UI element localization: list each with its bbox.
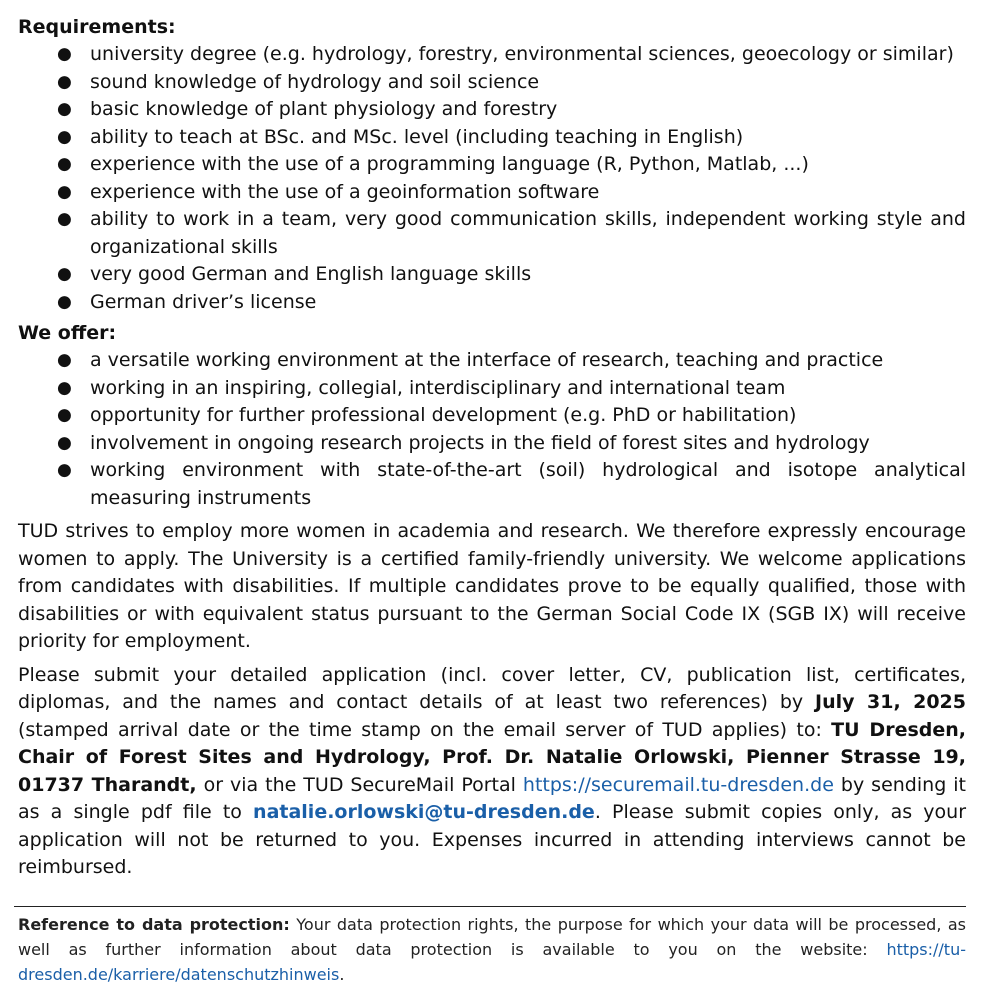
list-item [18, 430, 966, 458]
application-text-5: . Please submit copies only, as your application will not be returned to you. Expenses incurred in attending interviews cannot be reimbursed. [18, 801, 967, 878]
application-address: TU Dresden, Chair of Forest Sites and Hydrology, Prof. Dr. Natalie Orlowski, Pienner Strasse 19, 01737 Tharandt, [18, 718, 967, 796]
application-instructions [18, 662, 966, 882]
requirements-list [18, 41, 966, 316]
bullet-icon: ● [57, 209, 72, 229]
bullet-icon: ● [57, 291, 72, 312]
bullet-icon: ● [57, 432, 72, 453]
list-item [18, 375, 966, 403]
bullet-icon: ● [57, 181, 72, 202]
list-item-text: experience with the use of a geoinformation software [90, 180, 600, 203]
list-item [18, 457, 966, 512]
bullet-icon: ● [57, 460, 72, 480]
application-text-4: by sending it as a single pdf file to [18, 773, 966, 823]
data-protection-text: Your data protection rights, the purpose for which your data will be processed, as well as further information about data protection is available to you on the website: [18, 915, 967, 959]
bullet-icon: ● [57, 350, 72, 370]
list-item [18, 151, 966, 179]
list-item-text: ability to work in a team, very good communication skills, independent working style and organizational skills [90, 208, 966, 258]
list-item-text: sound knowledge of hydrology and soil science [90, 70, 540, 93]
application-deadline: July 31, 2025 [815, 691, 966, 713]
bullet-icon: ● [57, 71, 72, 92]
bullet-icon: ● [57, 99, 72, 119]
bullet-icon: ● [57, 377, 72, 398]
list-item-text: working environment with state-of-the-art (soil) hydrological and isotope analytical measuring instruments [90, 459, 966, 509]
footer-divider [14, 906, 966, 907]
bullet-icon: ● [57, 405, 72, 425]
list-item [18, 124, 966, 152]
list-item [18, 289, 966, 317]
securemail-portal-link[interactable]: https://securemail.tu-dresden.de [522, 773, 834, 796]
bullet-icon: ● [57, 154, 72, 174]
list-item [18, 179, 966, 207]
diversity-statement: TUD strives to employ more women in academia and research. We therefore expressly encourage women to apply. The University is a certified family-friendly university. We welcome applications from candidates with disabilities. If multiple candidates prove to be equally qualified, those with disabilities or with equivalent status pursuant to the German Social Code IX (SGB IX) will receive priority for employment. [18, 520, 966, 652]
offer-heading: We offer: [18, 322, 117, 344]
data-protection-note [18, 912, 966, 987]
list-item [18, 402, 966, 430]
data-protection-label: Reference to data protection: [18, 915, 290, 934]
contact-email-link[interactable]: natalie.orlowski@tu-dresden.de [253, 801, 595, 823]
list-item-text: involvement in ongoing research projects in the field of forest sites and hydrology [90, 431, 870, 454]
offer-list [18, 347, 966, 512]
requirements-heading: Requirements: [18, 16, 176, 38]
application-text-2: (stamped arrival date or the time stamp on the email server of TUD applies) to: [18, 718, 822, 741]
list-item-text: German driver’s license [90, 290, 317, 313]
data-protection-link[interactable]: https://tu-dresden.de/karriere/datenschutzhinweis [18, 940, 966, 984]
list-item-text: basic knowledge of plant physiology and forestry [90, 98, 558, 120]
list-item-text: ability to teach at BSc. and MSc. level (including teaching in English) [90, 125, 744, 148]
list-item [18, 347, 966, 375]
bullet-icon: ● [57, 126, 72, 147]
list-item-text: experience with the use of a programming language (R, Python, Matlab, ...) [90, 153, 809, 175]
list-item [18, 261, 966, 289]
list-item-text: a versatile working environment at the interface of research, teaching and practice [90, 349, 884, 371]
list-item [18, 96, 966, 124]
list-item-text: working in an inspiring, collegial, interdisciplinary and international team [90, 376, 786, 399]
bullet-icon: ● [57, 44, 72, 64]
list-item-text: very good German and English language skills [90, 263, 532, 285]
data-protection-end: . [339, 965, 345, 984]
list-item [18, 206, 966, 261]
list-item [18, 69, 966, 97]
bullet-icon: ● [57, 264, 72, 284]
list-item-text: opportunity for further professional development (e.g. PhD or habilitation) [90, 404, 797, 426]
list-item-text: university degree (e.g. hydrology, forestry, environmental sciences, geoecology or similar) [90, 43, 954, 65]
list-item [18, 41, 966, 69]
application-text-1: Please submit your detailed application (incl. cover letter, CV, publication list, certificates, diplomas, and the names and contact details of at least two references) by [18, 663, 966, 713]
application-text-3: or via the TUD SecureMail Portal [203, 773, 516, 796]
